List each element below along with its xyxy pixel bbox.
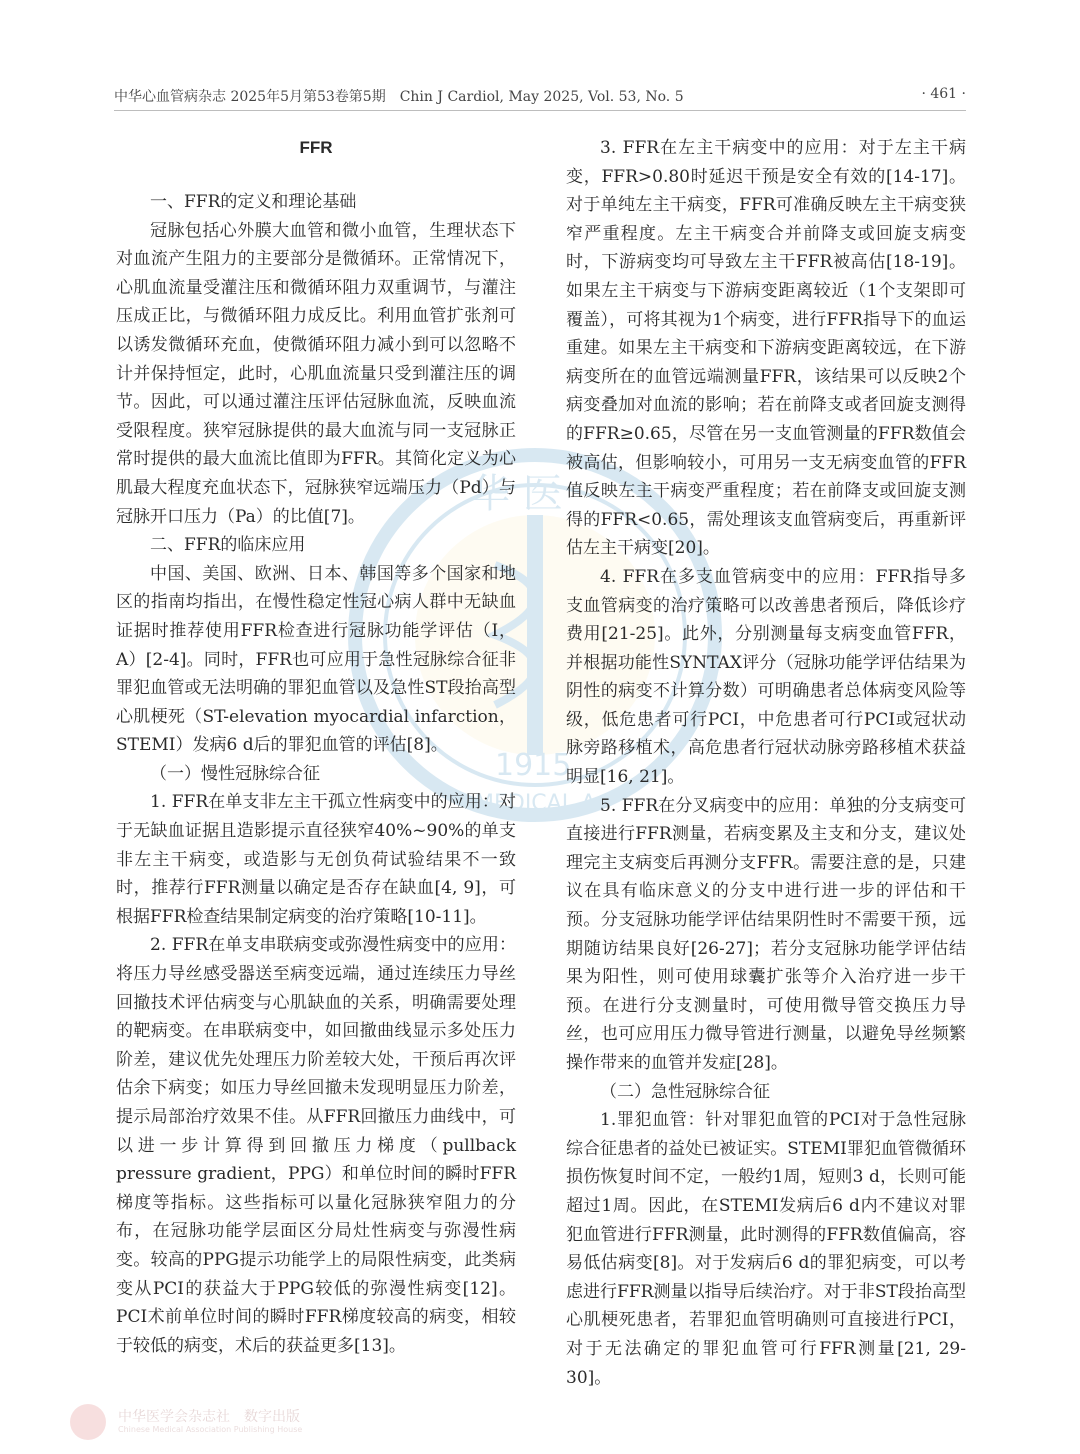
heading-chronic-coronary-syndrome: （一）慢性冠脉综合征 <box>150 763 320 784</box>
heading-definition: 一、FFR的定义和理论基础 <box>150 192 357 212</box>
header-divider <box>114 110 966 111</box>
paragraph-culprit-vessel: 1.罪犯血管：针对罪犯血管的PCI对于急性冠脉综合征患者的益处已被证实。STEMI罪犯血管微循环损伤恢复时间不定，一般约1周，短则3 d，长则可能超过1周。因此，在STEMI发病后6 d内不建议对罪犯血管进行FFR测量，此时测得的FFR数值偏高，容易低估病变[8]。对于发病后6 d的罪犯病变，可以考虑进行FFR测量以指导后续治疗。对于非ST段抬高型心肌梗死患者，若罪犯血管明确则可直接进行PCI，对于无法确定的罪犯血管可行FFR测量[21, 29-30]。 <box>566 1110 966 1388</box>
journal-citation: 中华心血管病杂志 2025年5月第53卷第5期 Chin J Cardiol, May 2025, Vol. 53, No. 5 <box>114 89 684 105</box>
publisher-name-en: Chinese Medical Association Publishing House <box>118 1425 303 1434</box>
publisher-seal-icon <box>70 1404 106 1440</box>
paragraph-single-vessel: 1. FFR在单支非左主干孤立性病变中的应用：对于无缺血证据且造影提示直径狭窄40%~90%的单支非左主干病变，或造影与无创负荷试验结果不一致时，推荐行FFR测量以确定是否存在缺血[4, 9]，可根据FFR检查结果制定病变的治疗策略[10-11]。 <box>116 792 516 927</box>
publisher-name: 中华医学会杂志社 数字出版 <box>118 1409 300 1425</box>
section-title: FFR <box>299 138 333 157</box>
paragraph-left-main: 3. FFR在左主干病变中的应用：对于左主干病变，FFR>0.80时延迟干预是安全有效的[14-17]。对于单纯左主干病变，FFR可准确反映左主干病变狭窄严重程度。左主干病变合并前降支或回旋支病变时，下游病变均可导致左主干FFR被高估[18-19]。如果左主干病变与下游病变距离较近（1个支架即可覆盖），可将其视为1个病变，进行FFR指导下的血运重建。如果左主干病变和下游病变距离较远，在下游病变所在的血管远端测量FFR，该结果可以反映2个病变叠加对血流的影响；若在前降支或者回旋支测得的FFR≥0.65，尽管在另一支血管测量的FFR数值会被高估，但影响较小，可用另一支无病变血管的FFR值反映左主干病变严重程度；若在前降支或回旋支测得的FFR<0.65，需处理该支血管病变后，再重新评估左主干病变[20]。 <box>566 138 966 559</box>
heading-acute-coronary-syndrome: （二）急性冠脉综合征 <box>600 1081 770 1102</box>
watermark-year: 1915 <box>495 748 572 783</box>
publisher-logo <box>70 1404 490 1440</box>
right-column <box>566 134 966 1392</box>
watermark-top-text: 华 医 <box>470 471 563 517</box>
paragraph-definition: 冠脉包括心外膜大血管和微小血管，生理状态下对血流产生阻力的主要部分是微循环。正常情况下，心肌血流量受灌注压和微循环阻力双重调节，与灌注压成正比，与微循环阻力成反比。利用血管扩张剂可以诱发微循环充血，使微循环阻力减小到可以忽略不计并保持恒定，此时，心肌血流量只受到灌注压的调节。因此，可以通过灌注压评估冠脉血流，反映血流受限程度。狭窄冠脉提供的最大血流与同一支冠脉正常时提供的最大血流比值即为FFR。其简化定义为心肌最大程度充血状态下，冠脉狭窄远端压力（Pd）与冠脉开口压力（Pa）的比值[7]。 <box>116 220 516 527</box>
paragraph-bifurcation: 5. FFR在分叉病变中的应用：单独的分支病变可直接进行FFR测量，若病变累及主支和分支，建议处理完主支病变后再测分支FFR。需要注意的是，只建议在具有临床意义的分支中进行进一步的评估和干预。分支冠脉功能学评估结果阴性时不需要干预，远期随访结果良好[26-27]；若分支冠脉功能学评估结果为阳性，则可使用球囊扩张等介入治疗进一步干预。在进行分支测量时，可使用微导管交换压力导丝，也可应用压力微导管进行测量，以避免导丝频繁操作带来的血管并发症[28]。 <box>566 795 966 1073</box>
left-column <box>116 134 516 1360</box>
paragraph-guidelines: 中国、美国、欧洲、日本、韩国等多个国家和地区的指南均指出，在慢性稳定性冠心病人群中无缺血证据时推荐使用FFR检查进行冠脉功能学评估（Ⅰ，A）[2-4]。同时，FFR也可应用于急性冠脉综合征非罪犯血管或无法明确的罪犯血管以及急性ST段抬高型心肌梗死（ST-elevation myocardial infarction，STEMI）发病6 d后的罪犯血管的评估[8]。 <box>116 563 516 756</box>
running-header <box>114 86 966 110</box>
paragraph-multivessel: 4. FFR在多支血管病变中的应用：FFR指导多支血管病变的治疗策略可以改善患者预后，降低诊疗费用[21-25]。此外，分别测量每支病变血管FFR，并根据功能性SYNTAX评分（冠脉功能学评估结果为阴性的病变不计算分数）可明确患者总体病变风险等级，低危患者可行PCI，中危患者可行PCI或冠状动脉旁路移植术，高危患者行冠状动脉旁路移植术获益明显[16, 21]。 <box>566 566 966 788</box>
paragraph-tandem-diffuse: 2. FFR在单支串联病变或弥漫性病变中的应用：将压力导丝感受器送至病变远端，通过连续压力导丝回撤技术评估病变与心肌缺血的关系，明确需要处理的靶病变。在串联病变中，如回撤曲线显示多处压力阶差，建议优先处理压力阶差较大处，干预后再次评估余下病变；如压力导丝回撤未发现明显压力阶差，提示局部治疗效果不佳。从FFR回撤压力曲线中，可以进一步计算得到回撤压力梯度（pullback pressure gradient，PPG）和单位时间的瞬时FFR梯度等指标。这些指标可以量化冠脉狭窄阻力的分布，在冠脉功能学层面区分局灶性病变与弥漫性病变。较高的PPG提示功能学上的局限性病变，此类病变从PCI的获益大于PPG较低的弥漫性病变[12]。PCI术前单位时间的瞬时FFR梯度较高的病变，相较于较低的病变，术后的获益更多[13]。 <box>116 935 516 1356</box>
page-number: · 461 · <box>921 86 966 102</box>
watermark-bottom-text: MEDICAL A <box>475 791 597 816</box>
heading-clinical-application: 二、FFR的临床应用 <box>150 535 306 556</box>
